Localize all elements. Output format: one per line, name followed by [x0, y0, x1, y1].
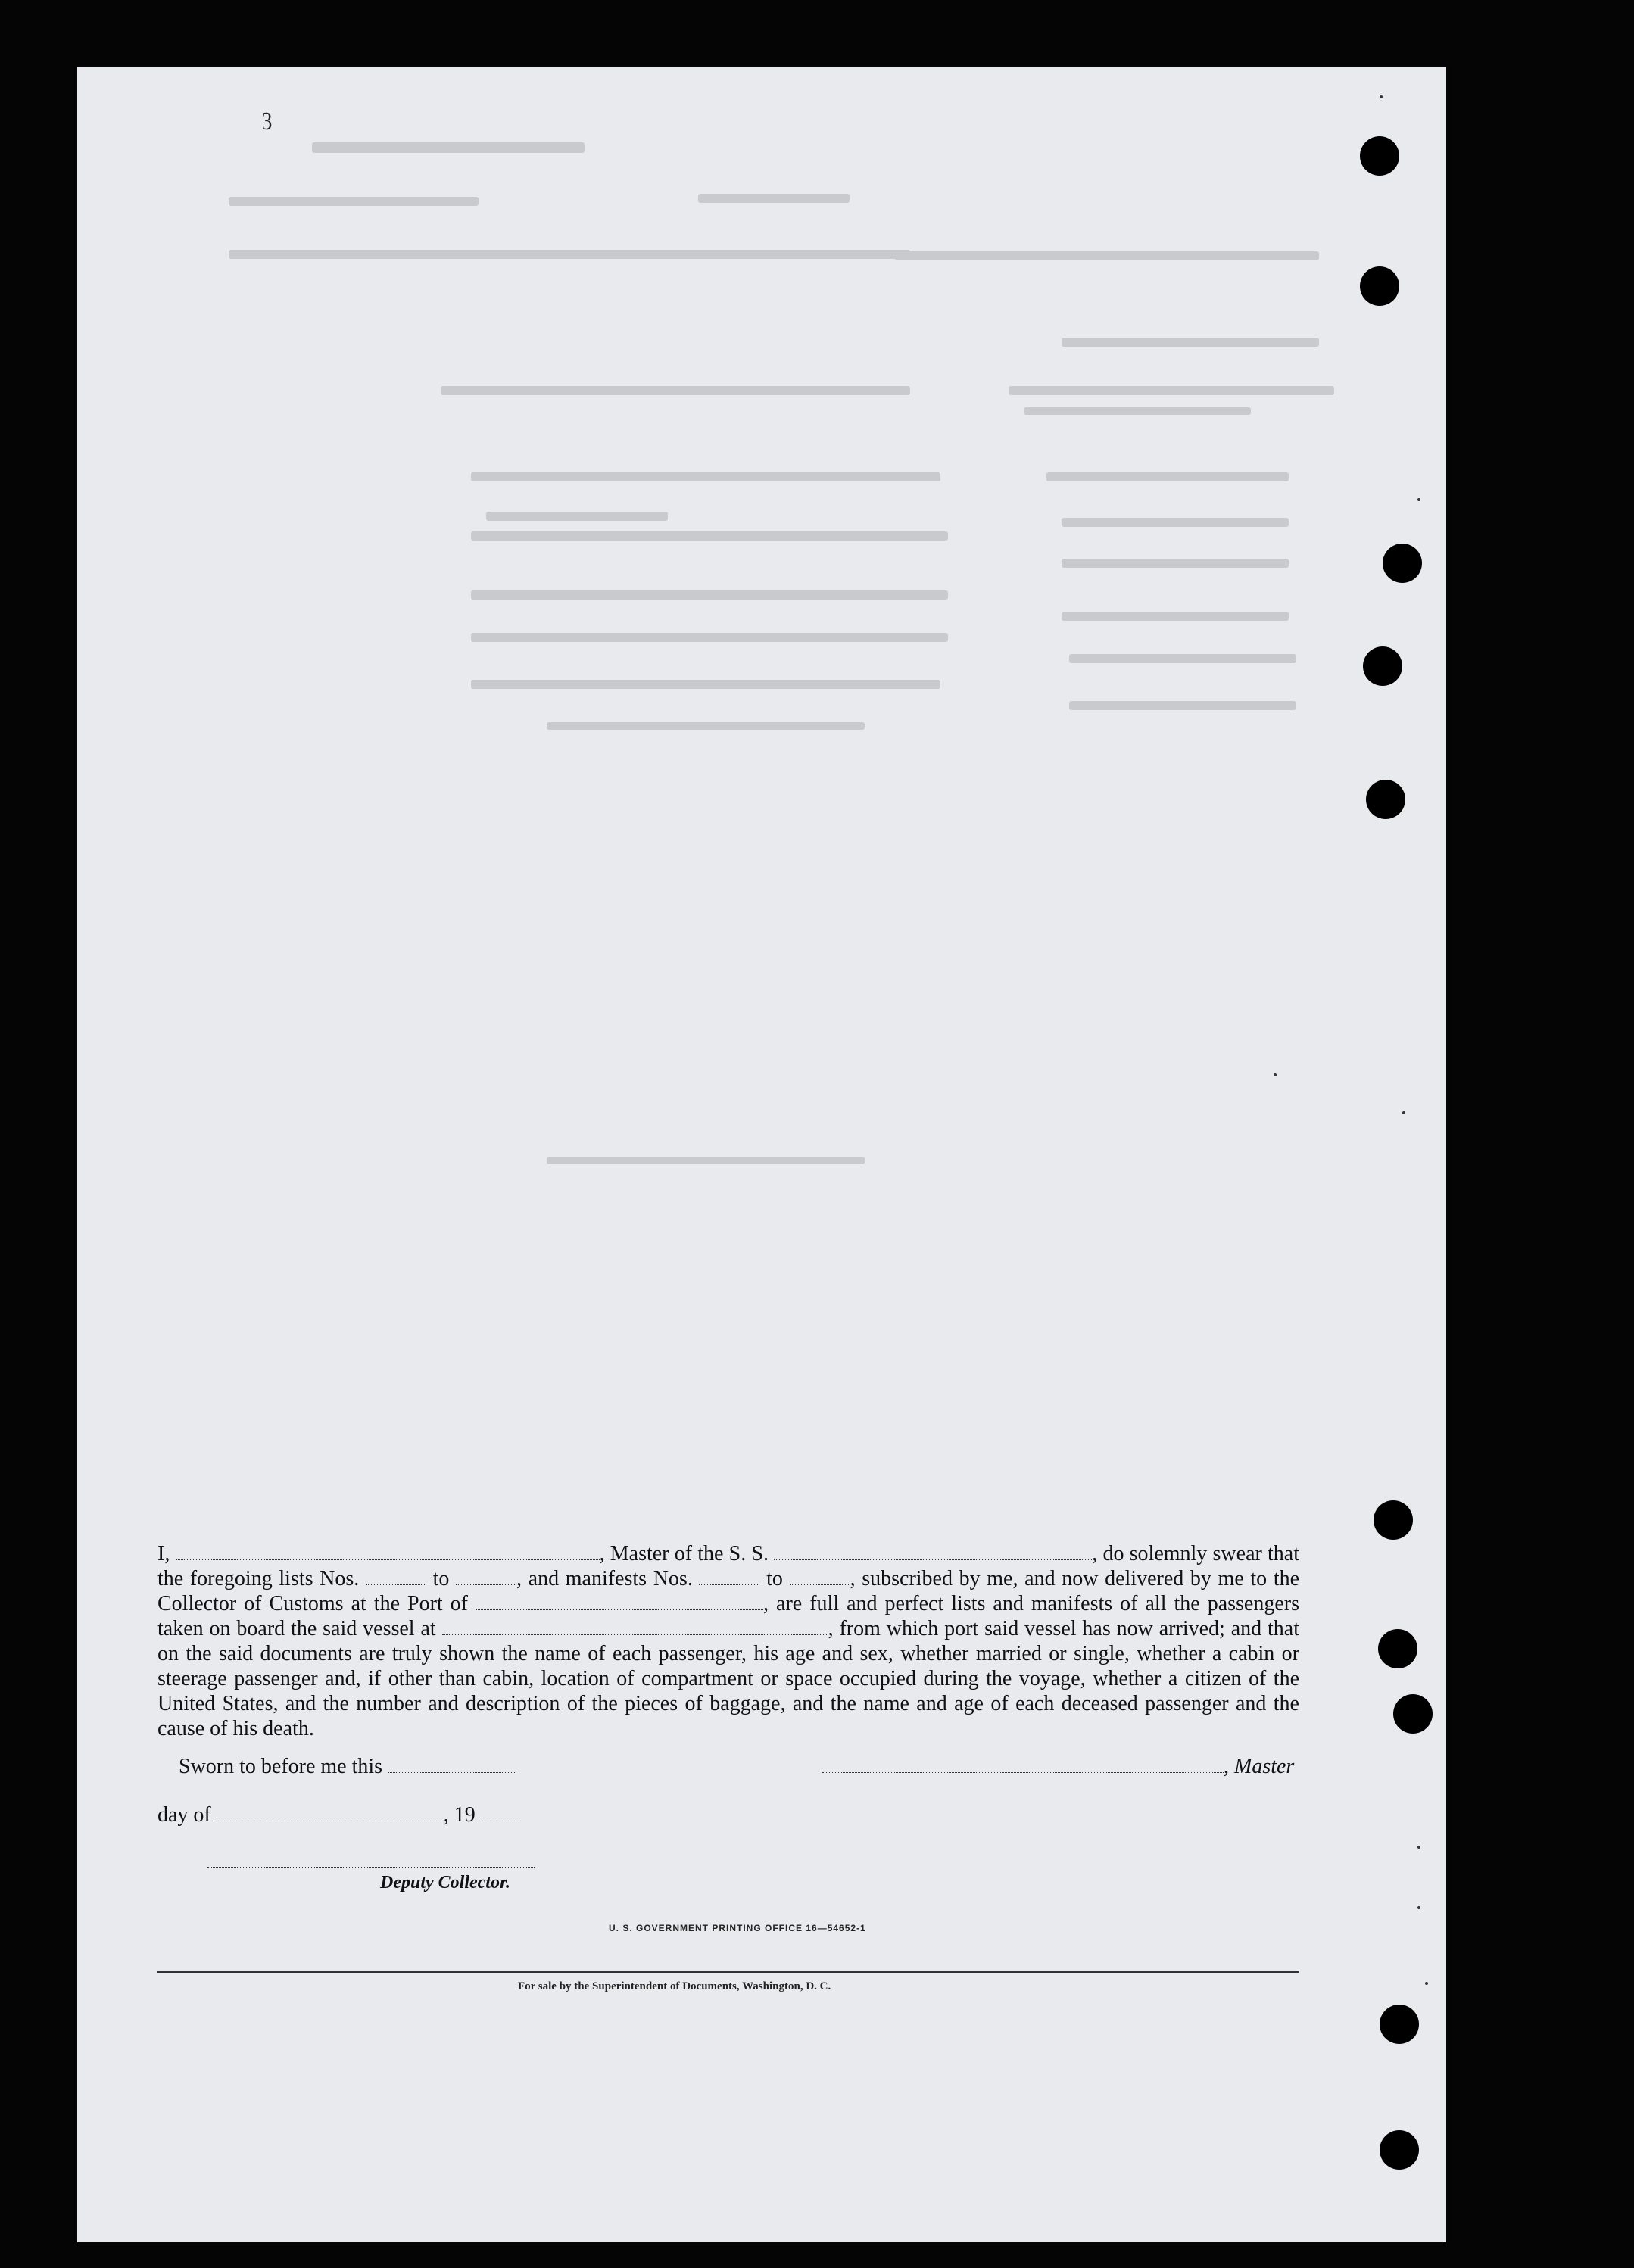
punch-hole — [1374, 1500, 1413, 1540]
year-blank — [481, 1804, 520, 1821]
punch-hole — [1363, 646, 1402, 686]
manifests-to-blank — [790, 1568, 850, 1585]
port-blank — [476, 1593, 763, 1610]
oath-paragraph — [157, 1541, 1299, 1741]
punch-hole — [1380, 2005, 1419, 2044]
punch-hole — [1360, 136, 1399, 176]
departure-port-blank — [442, 1618, 828, 1635]
sworn-line — [179, 1755, 516, 1779]
sworn-date-blank — [388, 1756, 516, 1773]
oath-segment-3: , do solemnly swear that the foregoing lists Nos. — [157, 1542, 1300, 1590]
day-of-label: day of — [157, 1803, 211, 1827]
footer-rule — [157, 1971, 1299, 1973]
manifest-page — [77, 67, 1446, 2242]
oath-segment-8: , are full and perfect lists and manifests of all the passengers taken on board the said vessel at — [157, 1592, 1300, 1640]
punch-hole — [1366, 780, 1405, 819]
master-name-blank — [176, 1543, 600, 1560]
deputy-signature-line — [207, 1867, 535, 1868]
year-label: , 19 — [443, 1803, 476, 1827]
oath-segment-4: to — [432, 1567, 450, 1590]
month-blank — [217, 1804, 444, 1821]
printer-line: U. S. GOVERNMENT PRINTING OFFICE 16—54652-1 — [609, 1923, 866, 1933]
oath-segment-7: , subscribed by me, and now delivered by me to the Collector of Customs at the Port of — [157, 1567, 1300, 1615]
lists-from-blank — [366, 1568, 426, 1585]
oath-segment-9: , from which port said vessel has now arrived; and that on the said documents are truly shown the name of each passenger, his age and sex, whether married or single, whether a cabin or steerage passenger and, if other than cabin, location of compartment or space occupied during the voyage, whether a citizen of the United States, and the number and description of the pieces of baggage, and the name and age of each deceased passenger and the cause of his death. — [157, 1617, 1299, 1740]
deputy-collector-label: Deputy Collector. — [380, 1873, 510, 1893]
ship-name-blank — [774, 1543, 1092, 1560]
oath-segment-6: to — [766, 1567, 783, 1590]
master-signature-blank — [822, 1756, 1224, 1773]
oath-segment-5: , and manifests Nos. — [516, 1567, 693, 1590]
punch-hole — [1360, 266, 1399, 306]
oath-segment-2: , Master of the S. S. — [599, 1542, 769, 1565]
sworn-label: Sworn to before me this — [179, 1755, 383, 1778]
punch-hole — [1383, 544, 1422, 583]
day-of-line — [157, 1803, 520, 1827]
manifests-from-blank — [699, 1568, 759, 1585]
oath-segment-1: I, — [157, 1542, 170, 1565]
punch-hole — [1393, 1694, 1433, 1734]
master-label: , Master — [1224, 1755, 1295, 1778]
lists-to-blank — [456, 1568, 516, 1585]
corner-page-mark: 3 — [261, 107, 273, 136]
master-signature-line — [822, 1755, 1294, 1779]
punch-hole — [1380, 2130, 1419, 2170]
sale-note: For sale by the Superintendent of Documents, Washington, D. C. — [518, 1980, 831, 1992]
punch-hole — [1378, 1629, 1417, 1668]
